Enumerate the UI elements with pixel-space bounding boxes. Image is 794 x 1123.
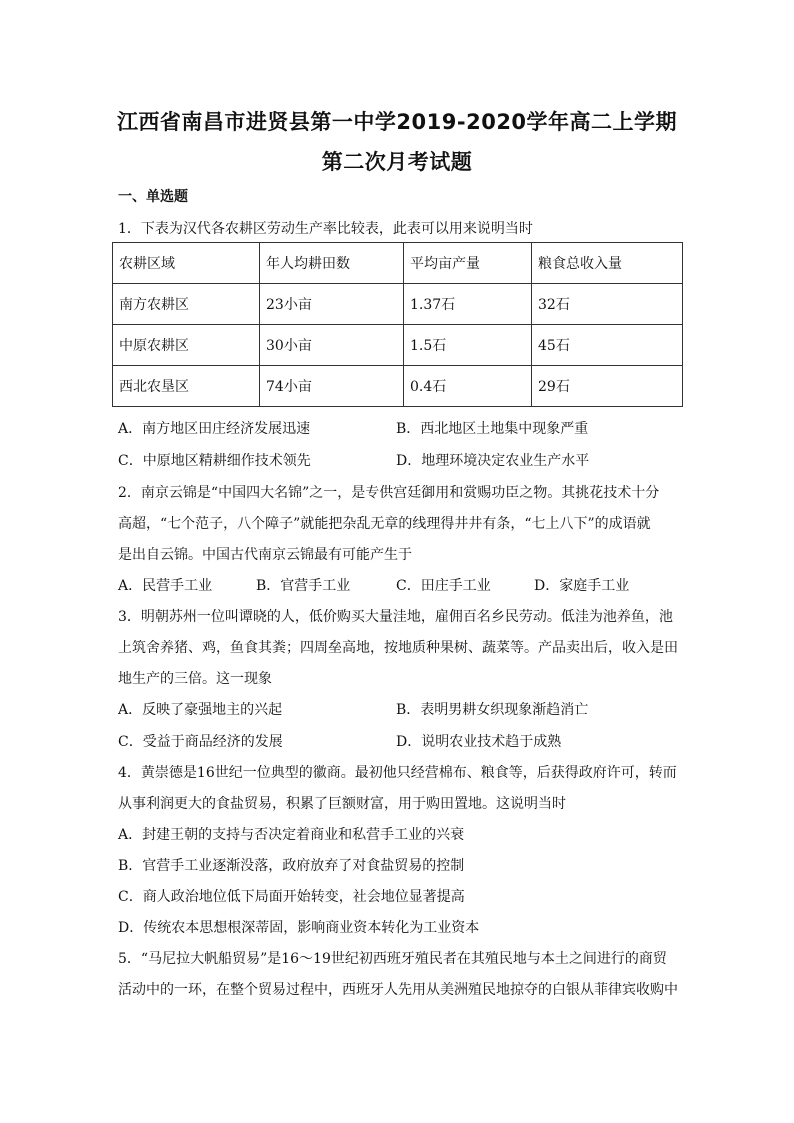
q3-line: 3．明朝苏州一位叫谭晓的人，低价购买大量洼地，雇佣百名乡民劳动。低洼为池养鱼，池	[118, 609, 673, 625]
q1-option-b: B．西北地区土地集中现象严重	[396, 421, 589, 437]
table-cell: 1.5石	[404, 325, 532, 366]
q2-line: 高超，“七个范子，八个障子”就能把杂乱无章的线理得井井有条，“七上八下”的成语就	[118, 516, 651, 532]
q1-option-c: C．中原地区精耕细作技术领先	[118, 453, 311, 469]
table-header-row	[113, 243, 683, 284]
q4-option-a: A．封建王朝的支持与否决定着商业和私营手工业的兴衰	[118, 827, 465, 843]
q2-option-c: C．田庄手工业	[396, 578, 491, 594]
q3-option-d: D．说明农业技术趋于成熟	[396, 734, 562, 750]
table-row	[113, 366, 683, 407]
page-subtitle: 第二次月考试题	[321, 150, 473, 174]
table-cell: 西北农垦区	[113, 366, 260, 407]
table-cell: 32石	[532, 284, 683, 325]
q1-option-d: D．地理环境决定农业生产水平	[396, 453, 590, 469]
q4-line: 4．黄崇德是16世纪一位典型的徽商。最初他只经营棉布、粮食等，后获得政府许可，转而	[118, 765, 677, 781]
q2-option-a: A．民营手工业	[118, 578, 213, 594]
table-cell: 1.37石	[404, 284, 532, 325]
table-header-cell: 农耕区域	[113, 243, 260, 284]
q5-line: 5．“马尼拉大帆船贸易”是16～19世纪初西班牙殖民者在其殖民地与本土之间进行的商贸	[118, 951, 667, 967]
table-header-cell: 粮食总收入量	[532, 243, 683, 284]
table-cell: 中原农耕区	[113, 325, 260, 366]
q1-option-a: A．南方地区田庄经济发展迅速	[118, 421, 311, 437]
q1-stem: 1．下表为汉代各农耕区劳动生产率比较表，此表可以用来说明当时	[118, 221, 533, 237]
table-cell: 30小亩	[260, 325, 404, 366]
q2-line: 2．南京云锦是“中国四大名锦”之一，是专供宫廷御用和赏赐功臣之物。其挑花技术十分	[118, 485, 660, 501]
table-cell: 0.4石	[404, 366, 532, 407]
table-cell: 29石	[532, 366, 683, 407]
q4-option-d: D．传统农本思想根深蒂固，影响商业资本转化为工业资本	[118, 920, 480, 936]
q2-option-d: D．家庭手工业	[534, 578, 630, 594]
q5-line: 活动中的一环，在整个贸易过程中，西班牙人先用从美洲殖民地掠夺的白银从菲律宾收购中	[118, 982, 678, 998]
q2-line: 是出自云锦。中国古代南京云锦最有可能产生于	[118, 547, 412, 563]
table-row	[113, 325, 683, 366]
q4-option-c: C．商人政治地位低下局面开始转变，社会地位显著提高	[118, 889, 465, 905]
q3-option-c: C．受益于商品经济的发展	[118, 734, 283, 750]
table-cell: 南方农耕区	[113, 284, 260, 325]
table-header-cell: 年人均耕田数	[260, 243, 404, 284]
table-cell: 23小亩	[260, 284, 404, 325]
q3-line: 地生产的三倍。这一现象	[118, 671, 272, 687]
page-title: 江西省南昌市进贤县第一中学2019-2020学年高二上学期	[116, 110, 678, 134]
q3-line: 上筑舍养猪、鸡，鱼食其粪；四周垒高地，按地质种果树、蔬菜等。产品卖出后，收入是田	[118, 640, 678, 656]
table-cell: 74小亩	[260, 366, 404, 407]
q3-option-a: A．反映了豪强地主的兴起	[118, 702, 283, 718]
q4-line: 从事利润更大的食盐贸易，积累了巨额财富，用于购田置地。这说明当时	[118, 796, 566, 812]
q3-option-b: B．表明男耕女织现象渐趋消亡	[396, 702, 589, 718]
q4-option-b: B．官营手工业逐渐没落，政府放弃了对食盐贸易的控制	[118, 858, 465, 874]
table-header-cell: 平均亩产量	[404, 243, 532, 284]
table-row	[113, 284, 683, 325]
q1-table	[112, 242, 683, 407]
q2-option-b: B．官营手工业	[256, 578, 351, 594]
table-cell: 45石	[532, 325, 683, 366]
section-heading: 一、单选题	[118, 189, 188, 205]
